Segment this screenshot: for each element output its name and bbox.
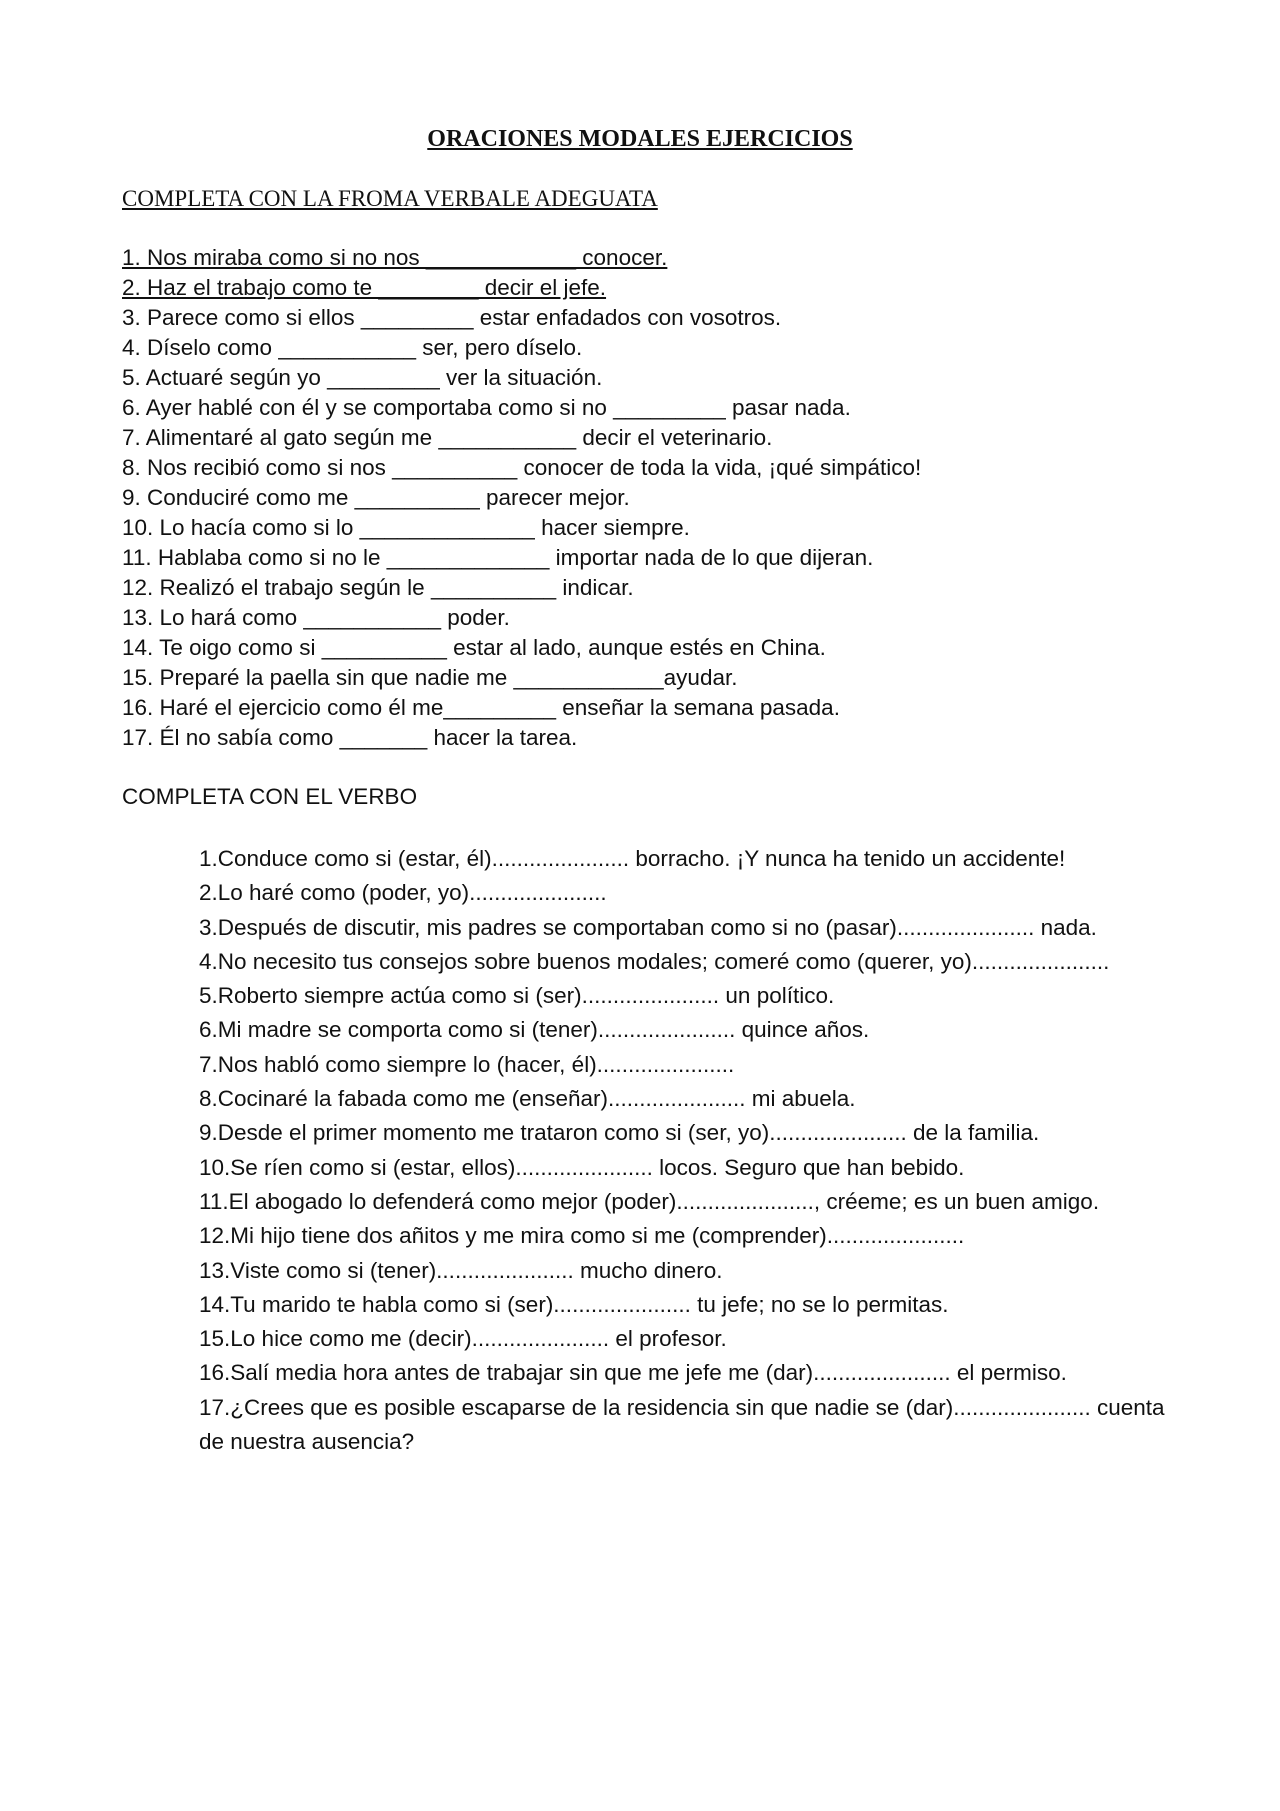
- exercise-item: 13. Lo hará como ___________ poder.: [122, 605, 510, 630]
- exercise-item: 17.¿Crees que es posible escaparse de la residencia sin que nadie se (dar)...................... cuenta de nuestra ausencia?: [199, 1394, 1171, 1455]
- exercise-item: 14.Tu marido te habla como si (ser)...................... tu jefe; no se lo permitas.: [199, 1291, 949, 1317]
- exercise-item: 9.Desde el primer momento me trataron como si (ser, yo)...................... de la familia.: [199, 1120, 1040, 1146]
- exercise-item: 10. Lo hacía como si lo ______________ hacer siempre.: [122, 515, 690, 540]
- exercise-item: 16.Salí media hora antes de trabajar sin que me jefe me (dar)...................... el permiso.: [199, 1360, 1067, 1386]
- exercise-item: 4. Díselo como ___________ ser, pero díselo.: [122, 335, 583, 360]
- exercise-item: 15. Preparé la paella sin que nadie me ____________ayudar.: [122, 665, 738, 690]
- exercise-item: 17. Él no sabía como _______ hacer la tarea.: [122, 725, 578, 750]
- exercise-item: 6.Mi madre se comporta como si (tener)...................... quince años.: [199, 1017, 870, 1043]
- exercise-item: 3.Después de discutir, mis padres se comportaban como si no (pasar)...................... nada.: [199, 914, 1097, 940]
- exercise-item: 5.Roberto siempre actúa como si (ser)...................... un político.: [199, 983, 835, 1009]
- exercise-item: 15.Lo hice como me (decir)...................... el profesor.: [199, 1326, 727, 1352]
- exercise-item: 8.Cocinaré la fabada como me (enseñar)...................... mi abuela.: [199, 1086, 856, 1112]
- exercise-item: 11.El abogado lo defenderá como mejor (poder)......................, créeme; es un buen amigo.: [199, 1188, 1100, 1214]
- exercise-item: 12. Realizó el trabajo según le __________ indicar.: [122, 575, 634, 600]
- exercise-item: 13.Viste como si (tener)...................... mucho dinero.: [199, 1257, 723, 1283]
- section1-heading: COMPLETA CON LA FROMA VERBALE ADEGUATA: [122, 186, 658, 211]
- exercise-item: 4.No necesito tus consejos sobre buenos modales; comeré como (querer, yo)......................: [199, 948, 1110, 974]
- exercise-list-1: [122, 243, 921, 753]
- exercise-item: 1. Nos miraba como si no nos ____________ conocer.: [122, 245, 668, 270]
- document-title: ORACIONES MODALES EJERCICIOS: [427, 126, 853, 152]
- exercise-item: 7. Alimentaré al gato según me ___________ decir el veterinario.: [122, 425, 773, 450]
- exercise-item: 2.Lo haré como (poder, yo)......................: [199, 880, 607, 906]
- exercise-item: 9. Conduciré como me __________ parecer mejor.: [122, 485, 630, 510]
- exercise-item: 6. Ayer hablé con él y se comportaba como si no _________ pasar nada.: [122, 395, 851, 420]
- exercise-item: 5. Actuaré según yo _________ ver la situación.: [122, 365, 603, 390]
- exercise-item: 14. Te oigo como si __________ estar al lado, aunque estés en China.: [122, 635, 826, 660]
- exercise-item: 7.Nos habló como siempre lo (hacer, él)......................: [199, 1051, 735, 1077]
- exercise-item: 8. Nos recibió como si nos __________ conocer de toda la vida, ¡qué simpático!: [122, 455, 922, 480]
- section2-heading: COMPLETA CON EL VERBO: [122, 784, 418, 809]
- exercise-item: 16. Haré el ejercicio como él me_________ enseñar la semana pasada.: [122, 695, 840, 720]
- exercise-item: 2. Haz el trabajo como te ________ decir el jefe.: [122, 275, 607, 300]
- exercise-item: 10.Se ríen como si (estar, ellos)...................... locos. Seguro que han bebido.: [199, 1154, 965, 1180]
- exercise-item: 12.Mi hijo tiene dos añitos y me mira como si me (comprender)......................: [199, 1223, 965, 1249]
- exercise-item: 11. Hablaba como si no le _____________ importar nada de lo que dijeran.: [122, 545, 874, 570]
- exercise-list-2: [199, 842, 1169, 1459]
- exercise-item: 1.Conduce como si (estar, él)...................... borracho. ¡Y nunca ha tenido un accidente!: [199, 846, 1066, 871]
- exercise-item: 3. Parece como si ellos _________ estar enfadados con vosotros.: [122, 305, 782, 330]
